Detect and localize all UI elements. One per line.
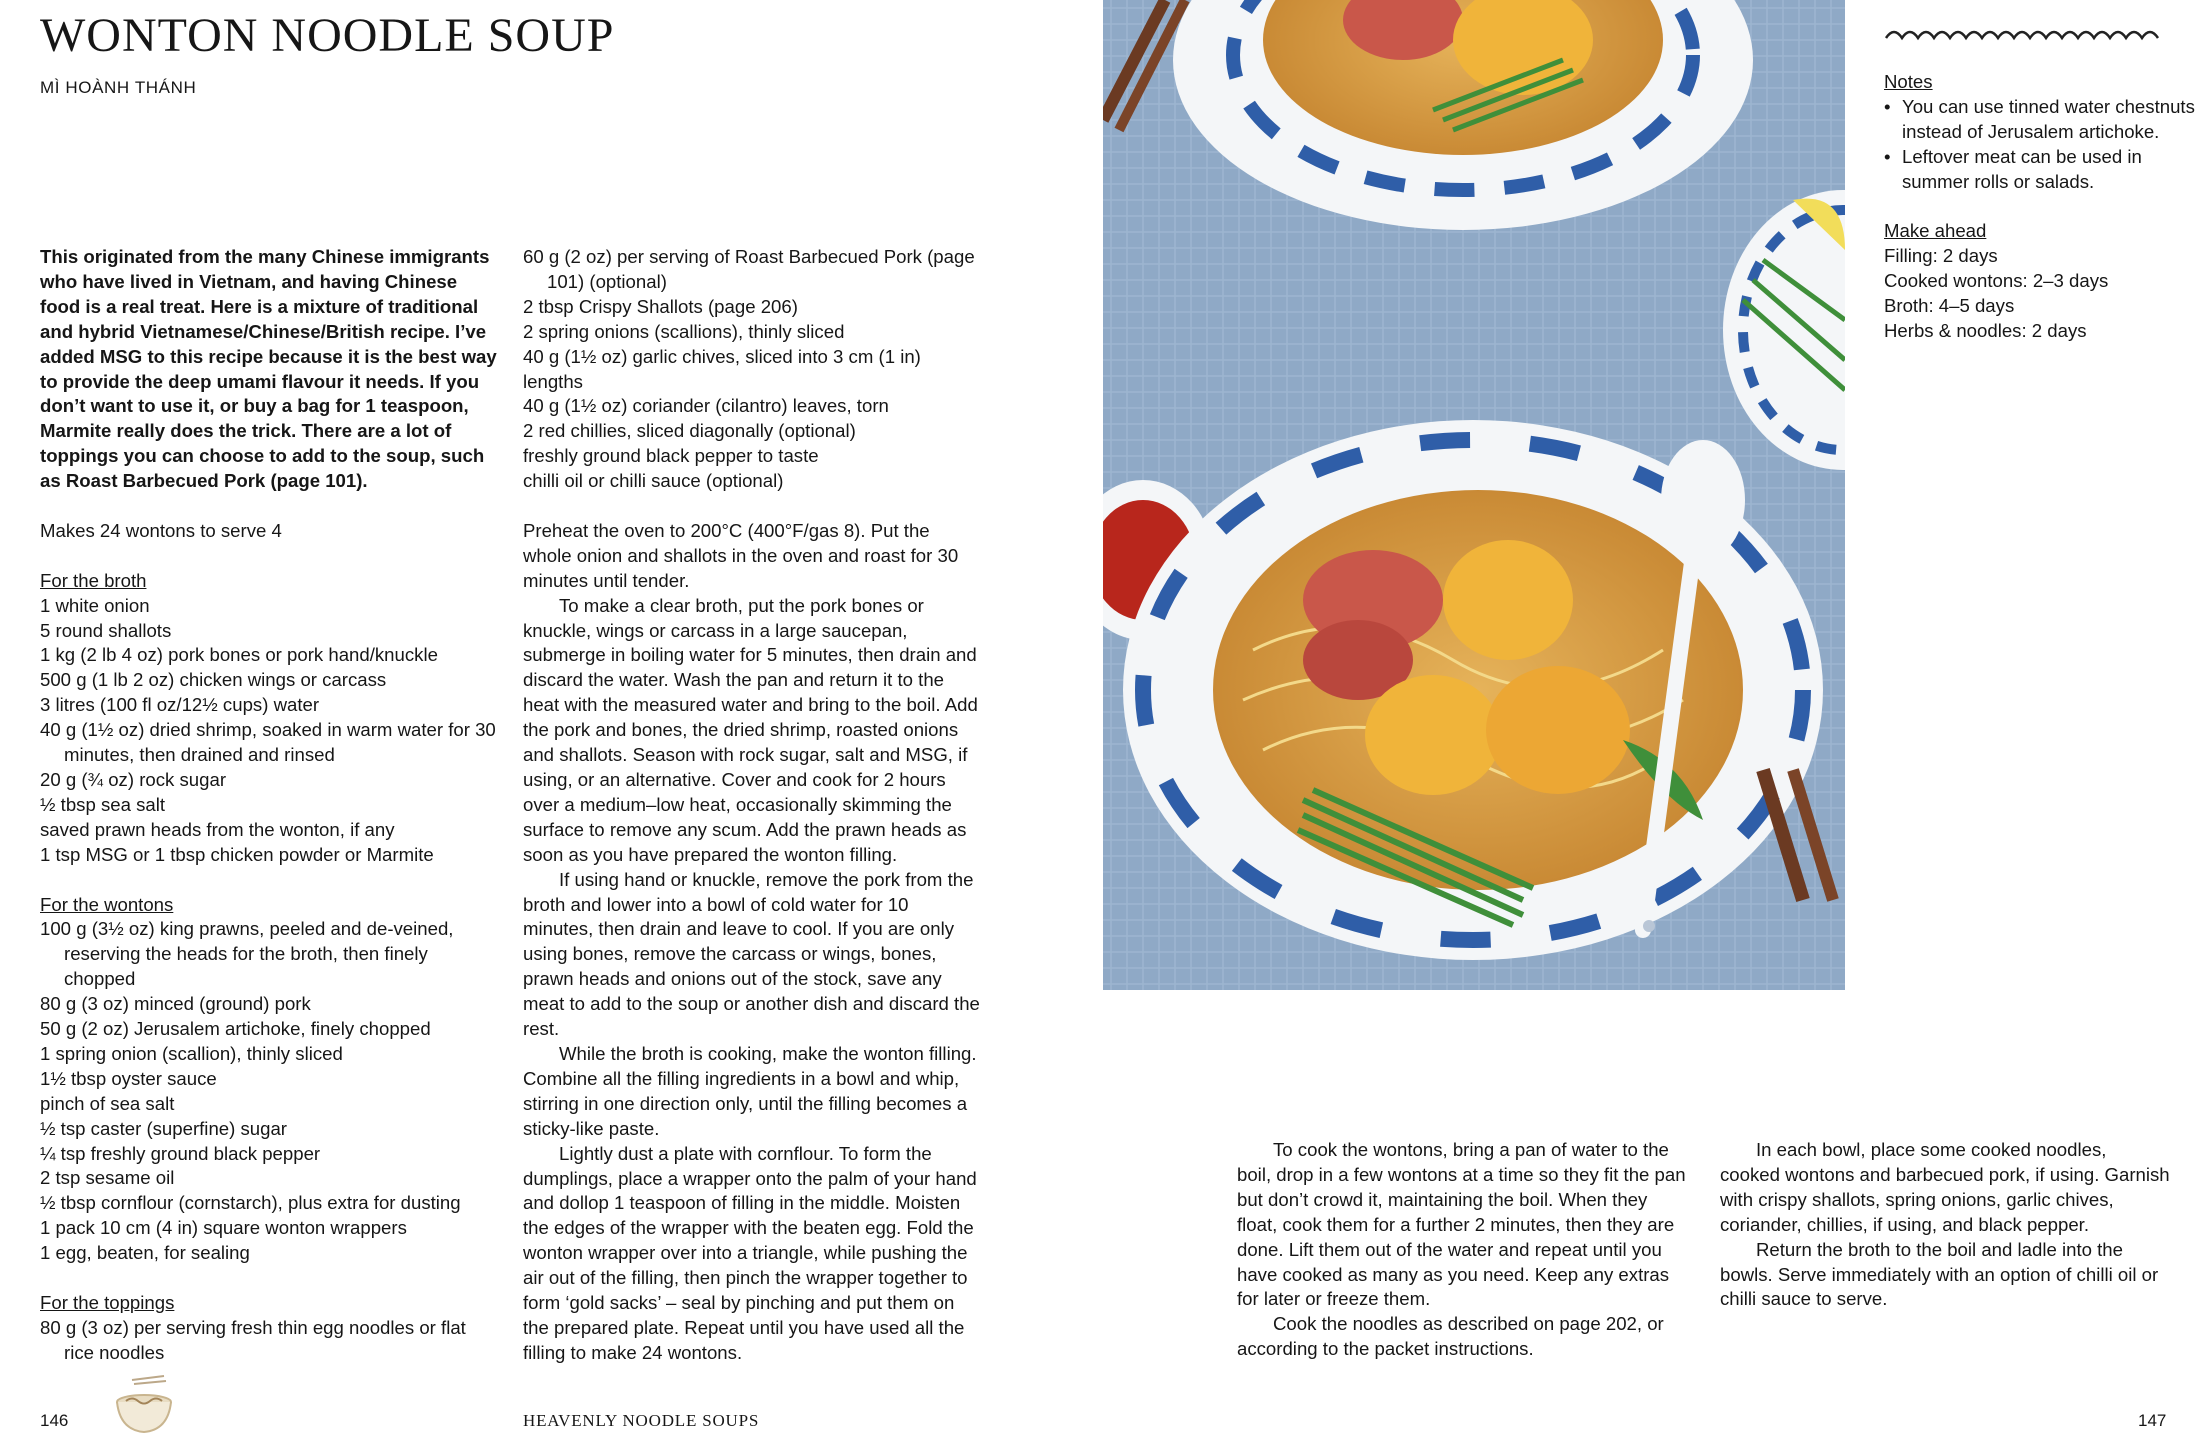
method-step: Return the broth to the boil and ladle into the bowls. Serve immediately with an option of chilli oil or chilli sauce to serve. [1720,1238,2159,1310]
notes-panel [1884,70,2200,344]
ingredient: 1 white onion [40,594,150,616]
make-ahead-item: Herbs & noodles: 2 days [1884,320,2087,342]
ingredient: freshly ground black pepper to taste [523,445,819,467]
method-step: To make a clear broth, put the pork bones or knuckle, wings or carcass in a large saucepan, submerge in boiling water for 5 minutes, then drain and discard the water. Wash the pan and return it to the heat with the measured water and bring to the boil. Add the pork and bones, the dried shrimp, roasted onions and shallots. Season with rock sugar, salt and MSG, if using, or an alternative. Cover and cook for 2 hours over a medium–low heat, occasionally skimming the surface to remove any scum. Add the prawn heads as soon as you have prepared the wonton filling. [523,594,978,865]
method-step: If using hand or knuckle, remove the pork from the broth and lower into a bowl of cold water for 10 minutes, then drain and leave to cool. If you are only using bones, remove the carcass or wings, bones, prawn heads and onions out of the stock, save any meat to add to the soup or another dish and discard the rest. [523,868,980,1040]
make-ahead-item: Cooked wontons: 2–3 days [1884,270,2109,292]
ingredient: 2 red chillies, sliced diagonally (optional) [523,420,856,442]
make-ahead-item: Broth: 4–5 days [1884,295,2015,317]
ingredient: ½ tbsp sea salt [40,793,166,815]
ingredient: 40 g (1½ oz) garlic chives, sliced into 3 cm (1 in) lengths [523,345,921,392]
ingredient: 3 litres (100 fl oz/12½ cups) water [40,694,320,716]
page-number-right: 147 [2138,1411,2167,1430]
note-item: • You can use tinned water chestnuts instead of Jerusalem artichoke. [1884,95,2200,145]
ingredient: 2 spring onions (scallions), thinly sliced [523,320,845,342]
ingredient: 2 tbsp Crispy Shallots (page 206) [523,295,798,317]
ingredient: 50 g (2 oz) Jerusalem artichoke, finely chopped [40,1018,431,1040]
ingredients-column-1 [40,245,500,1366]
ingredient: 5 round shallots [40,619,172,641]
ingredient: 40 g (1½ oz) dried shrimp, soaked in warm water for 30 minutes, then drained and rinsed [40,719,496,766]
ingredient: ¼ tsp freshly ground black pepper [40,1142,321,1164]
ingredient: 2 tsp sesame oil [40,1167,175,1189]
ingredient: 80 g (3 oz) minced (ground) pork [40,993,311,1015]
make-ahead-heading: Make ahead [1884,220,1987,242]
running-head: HEAVENLY NOODLE SOUPS [523,1411,760,1430]
broth-heading: For the broth [40,569,147,591]
ingredient: saved prawn heads from the wonton, if any [40,818,395,840]
ingredient: 1 kg (2 lb 4 oz) pork bones or pork hand/knuckle [40,644,438,666]
method-step: To cook the wontons, bring a pan of water to the boil, drop in a few wontons at a time so they fit the pan but don’t crowd it, maintaining the boil. When they float, cook them for a further 2 minutes, then they are done. Lift them out of the water and repeat until you have cooked as many as you need. Keep any extras for later or freeze them. [1237,1139,1686,1310]
ingredient: 1½ tbsp oyster sauce [40,1067,217,1089]
recipe-yield: Makes 24 wontons to serve 4 [40,519,282,541]
ingredient: 1 egg, beaten, for sealing [40,1242,250,1264]
method-step: Cook the noodles as described on page 202, or according to the packet instructions. [1237,1313,1664,1360]
method-step: Preheat the oven to 200°C (400°F/gas 8). Put the whole onion and shallots in the oven and roast for 30 minutes until tender. [523,519,959,591]
toppings-heading: For the toppings [40,1292,175,1313]
ingredient: 1 pack 10 cm (4 in) square wonton wrappers [40,1217,407,1239]
noodle-bowl-icon [112,1374,176,1436]
method-column-2 [1237,1138,1687,1362]
ingredient: 40 g (1½ oz) coriander (cilantro) leaves, torn [523,395,889,417]
ingredient: chilli oil or chilli sauce (optional) [523,470,784,492]
ingredient: ½ tsp caster (superfine) sugar [40,1117,287,1139]
method-column-1 [523,245,983,1366]
method-step: While the broth is cooking, make the wonton filling. Combine all the filling ingredients in a bowl and whip, stirring in one direction only, until the filling becomes a sticky-like paste. [523,1042,977,1139]
ingredient: 100 g (3½ oz) king prawns, peeled and de-veined, reserving the heads for the broth, then finely chopped [40,918,454,990]
method-step: In each bowl, place some cooked noodles, cooked wontons and barbecued pork, if using. Garnish with crispy shallots, spring onions, garlic chives, coriander, chillies, if using, and black pepper. [1720,1139,2170,1235]
ingredient: 80 g (3 oz) per serving fresh thin egg noodles or flat rice noodles [40,1316,466,1363]
wontons-heading: For the wontons [40,893,174,915]
method-step: Lightly dust a plate with cornflour. To form the dumplings, place a wrapper onto the palm of your hand and dollop 1 teaspoon of filling in the middle. Moisten the edges of the wrapper with the beaten egg. Fold the wonton wrapper over into a triangle, while pushing the air out of the filling, then pinch the wrapper together to form ‘gold sacks’ – seal by pinching and put them on the prepared plate. Repeat until you have used all the filling to make 24 wontons. [523,1142,977,1363]
wave-ornament-icon [1884,24,2164,44]
method-column-3 [1720,1138,2170,1312]
ingredient: pinch of sea salt [40,1092,175,1114]
ingredient: 20 g (¾ oz) rock sugar [40,769,227,790]
page-number-left: 146 [40,1411,69,1430]
wonton-soup-photo [1103,0,1845,990]
ingredient: 60 g (2 oz) per serving of Roast Barbecued Pork (page 101) (optional) [523,246,975,292]
note-item: • Leftover meat can be used in summer rolls or salads. [1884,145,2200,195]
recipe-subtitle: MÌ HOÀNH THÁNH [40,78,197,97]
ingredient: ½ tbsp cornflour (cornstarch), plus extra for dusting [40,1192,461,1214]
ingredient: 500 g (1 lb 2 oz) chicken wings or carcass [40,669,387,691]
ingredient: 1 tsp MSG or 1 tbsp chicken powder or Marmite [40,843,434,865]
recipe-title: WONTON NOODLE SOUP [40,9,615,62]
make-ahead-item: Filling: 2 days [1884,245,1998,267]
notes-heading: Notes [1884,71,1933,92]
recipe-intro: This originated from the many Chinese immigrants who have lived in Vietnam, and having Chinese food is a real treat. Here is a mixture of traditional and hybrid Vietnamese/Chinese/British recipe. I’ve added MSG to this recipe because it is the best way to provide the deep umami flavour it needs. If you don’t want to use it, or buy a bag for 1 teaspoon, Marmite really does the trick. There are a lot of toppings you can choose to add to the soup, such as Roast Barbecued Pork (page 101). [40,246,497,492]
food-photo-illustration [1103,0,1845,990]
ingredient: 1 spring onion (scallion), thinly sliced [40,1042,343,1064]
